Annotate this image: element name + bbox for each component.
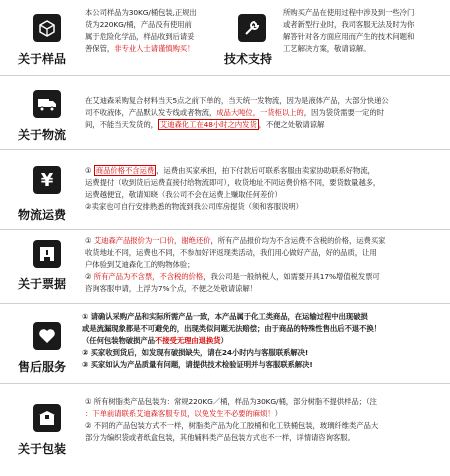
yen-icon: ¥ <box>33 166 61 194</box>
support-title: 技术支持 <box>224 52 273 66</box>
logistics-title: 关于物流 <box>18 128 67 142</box>
wrench-icon <box>238 14 266 42</box>
section-logistics <box>0 76 450 150</box>
samples-text: 本公司样品为30KG/桶包装,正规出 货为220KG/桶，产品没有使用前 属于危险化学品，样品收到后请妥 善保管，非专业人士请谨慎购买！ <box>85 8 197 53</box>
truck-icon <box>33 90 61 118</box>
packaging-text: ① 所有树脂类产品包装为：常规220KG／桶，样品为30KG/桶，部分树脂不提供样品；（注 ：下单前请联系艾迪森客服专员，以免发生不必要的麻烦！） ② 不同的产品包装方式不一样，树脂类产品为化工胶桶和化工铁桶包装，玻璃纤维类产品大 部分为编织袋或者纸盒包装，其他辅料类产品包装方式也不一样，详情请咨询客服。 <box>85 397 379 442</box>
support-text: 所购买产品在使用过程中涉及到一些冷门 或者新型行业时，我司客服无法及时为你 解答针对各方面应用而产生的技术问题和 工艺解决方案，敬请谅解。 <box>283 8 415 53</box>
section-freight <box>0 150 450 230</box>
ship-within-48h: 艾迪森化工在48小时之内发货 <box>159 120 257 129</box>
section-after-sales <box>0 304 450 384</box>
box-icon <box>33 14 61 42</box>
after-sales-text: ① 请确认采购产品和实际所需产品一致，本产品属于化工类商品，在运输过程中出现破损 或是流漏现象都是不可避免的，出现类似问题无法赔偿；由于商品的特殊性售出后不退不换！ （任何包装物破损产品不接受无理由退换货） ② 买家收到货后，如发现有破损缺失，请在24小时内与客服联系解决! ③ 买家如认为产品质量有问题，请提供技术检验证明并与客服联系解决! <box>82 312 381 369</box>
logistics-text: 在艾迪森采购复合材料当天5点之前下单的，当天统一发物流，因为是液体产品，大部分快递公 司不收液体，产品默认发专线或者物流，成品大吨位，一货柜以上的，因为袋货需要一定的时 间，不能当天发货的， 艾迪森化工在48小时之内发货 ，不便之处敬请谅解 <box>85 96 389 129</box>
heart-icon <box>33 322 61 350</box>
packaging-title: 关于包装 <box>18 442 67 456</box>
freight-text: ① 商品价格不含运费 ，运费由买家承担，拍下付款后可联系客服由卖家协助联系好物流， 运费提付（收到货后运费直接付给物流即可），收货地址不同运费价格不同，要货数量越多， 运费越便宜，敬请知晓（我公司不会在运费上赚取任何差价） ②卖家也可自行安排熟悉的物流到我公司库房提货（须和客服说明） <box>85 166 381 211</box>
samples-warning: 非专业人士请谨慎购买！ <box>114 44 195 53</box>
invoice-title: 关于票据 <box>18 277 67 291</box>
after-sales-title: 售后服务 <box>18 360 67 374</box>
samples-title: 关于样品 <box>18 52 67 66</box>
package-icon <box>33 404 61 432</box>
section-packaging <box>0 384 450 476</box>
section-invoice <box>0 230 450 304</box>
section-samples-support <box>0 0 450 76</box>
price-excludes-freight: 商品价格不含运费 <box>95 166 155 175</box>
invoice-text: ① 艾迪森产品报价为一口价，谢绝还价，所有产品报价均为不含运费不含税的价格，运费买家 收货地址不同，运费也不同，不参加好评返现类活动，我们用心做好产品，好的品质，让用 户体验到艾迪森化工的购物体验； ② 所有产品为不含票，不含税的价格，我公司是一般纳税人，如需要开具17%增值税发票可 咨询客服申请，上浮为7%个点，不便之处敬请谅解！ <box>85 236 386 293</box>
invoice-icon <box>33 240 61 268</box>
freight-title: 物流运费 <box>18 208 67 222</box>
